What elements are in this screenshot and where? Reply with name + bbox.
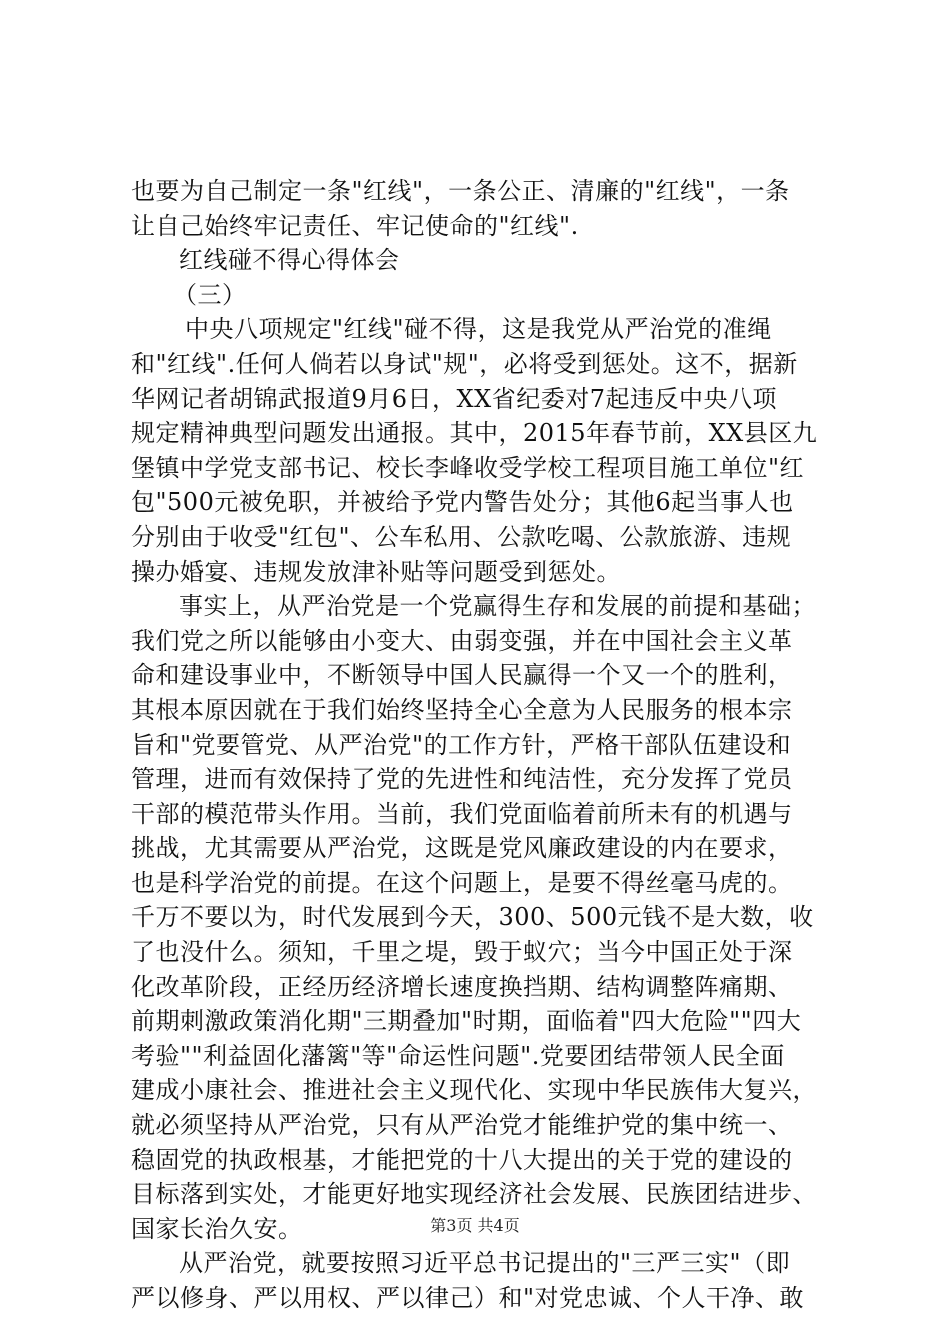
text-line: 化改革阶段，正经历经济增长速度换挡期、结构调整阵痛期、 [131, 972, 793, 1001]
text-line: 旨和"党要管党、从严治党"的工作方针，严格干部队伍建设和 [131, 730, 792, 759]
text-line: 挑战，尤其需要从严治党，这既是党风廉政建设的内在要求， [131, 834, 793, 863]
text-line: 和"红线".任何人倘若以身试"规"，必将受到惩处。这不，据新 [131, 349, 798, 378]
text-line: 分别由于收受"红包"、公车私用、公款吃喝、公款旅游、违规 [131, 522, 792, 551]
text-line: 堡镇中学党支部书记、校长李峰收受学校工程项目施工单位"红 [131, 453, 805, 482]
text-line: 命和建设事业中，不断领导中国人民赢得一个又一个的胜利， [131, 661, 793, 690]
text-line: 前期刺激政策消化期"三期叠加"时期，面临着"四大危险""四大 [131, 1007, 802, 1036]
paragraph-start: 事实上，从严治党是一个党赢得生存和发展的前提和基础； [179, 592, 816, 621]
text-line: 就必须坚持从严治党，只有从严治党才能维护党的集中统一、 [131, 1111, 793, 1140]
text-line: 其根本原因就在于我们始终坚持全心全意为人民服务的根本宗 [131, 695, 793, 724]
page-number-footer: 第3页 共4页 [430, 1216, 520, 1235]
text-line: 包"500元被免职，并被给予党内警告处分；其他6起当事人也 [131, 488, 794, 517]
text-line: 也要为自己制定一条"红线"，一条公正、清廉的"红线"，一条 [131, 177, 790, 205]
text-line: 华网记者胡锦武报道9月6日，XX省纪委对7起违反中央八项 [131, 384, 777, 413]
paragraph-start: 从严治党，就要按照习近平总书记提出的"三严三实"（即 [179, 1249, 791, 1278]
text-line: 我们党之所以能够由小变大、由弱变强，并在中国社会主义革 [131, 626, 793, 655]
text-line: 规定精神典型问题发出通报。其中，2015年春节前，XX县区九 [131, 419, 818, 448]
text-line: 国家长治久安。 [131, 1214, 303, 1243]
text-line: 了也没什么。须知，千里之堤，毁于蚁穴；当今中国正处于深 [131, 938, 793, 967]
text-line: 管理，进而有效保持了党的先进性和纯洁性，充分发挥了党员 [131, 765, 793, 794]
text-line: 目标落到实处，才能更好地实现经济社会发展、民族团结进步、 [131, 1180, 817, 1209]
text-line: 让自己始终牢记责任、牢记使命的"红线". [131, 211, 579, 240]
text-line: 严以修身、严以用权、严以律己）和"对党忠诚、个人干净、敢 [131, 1284, 805, 1312]
section-heading: 红线碰不得心得体会 [179, 246, 400, 275]
text-line: 考验""利益固化藩篱"等"命运性问题".党要团结带领人民全面 [131, 1041, 785, 1070]
section-number: （三） [173, 280, 247, 309]
paragraph-start: 中央八项规定"红线"碰不得，这是我党从严治党的准绳 [185, 315, 772, 344]
document-body [131, 174, 831, 1316]
text-line: 干部的模范带头作用。当前，我们党面临着前所未有的机遇与 [131, 799, 793, 828]
text-line: 稳固党的执政根基，才能把党的十八大提出的关于党的建设的 [131, 1145, 793, 1174]
text-line: 操办婚宴、违规发放津补贴等问题受到惩处。 [131, 557, 621, 586]
text-line: 建成小康社会、推进社会主义现代化、实现中华民族伟大复兴， [131, 1076, 817, 1105]
text-line: 也是科学治党的前提。在这个问题上，是要不得丝毫马虎的。 [131, 868, 793, 897]
text-line: 千万不要以为，时代发展到今天，300、500元钱不是大数，收 [131, 903, 814, 932]
